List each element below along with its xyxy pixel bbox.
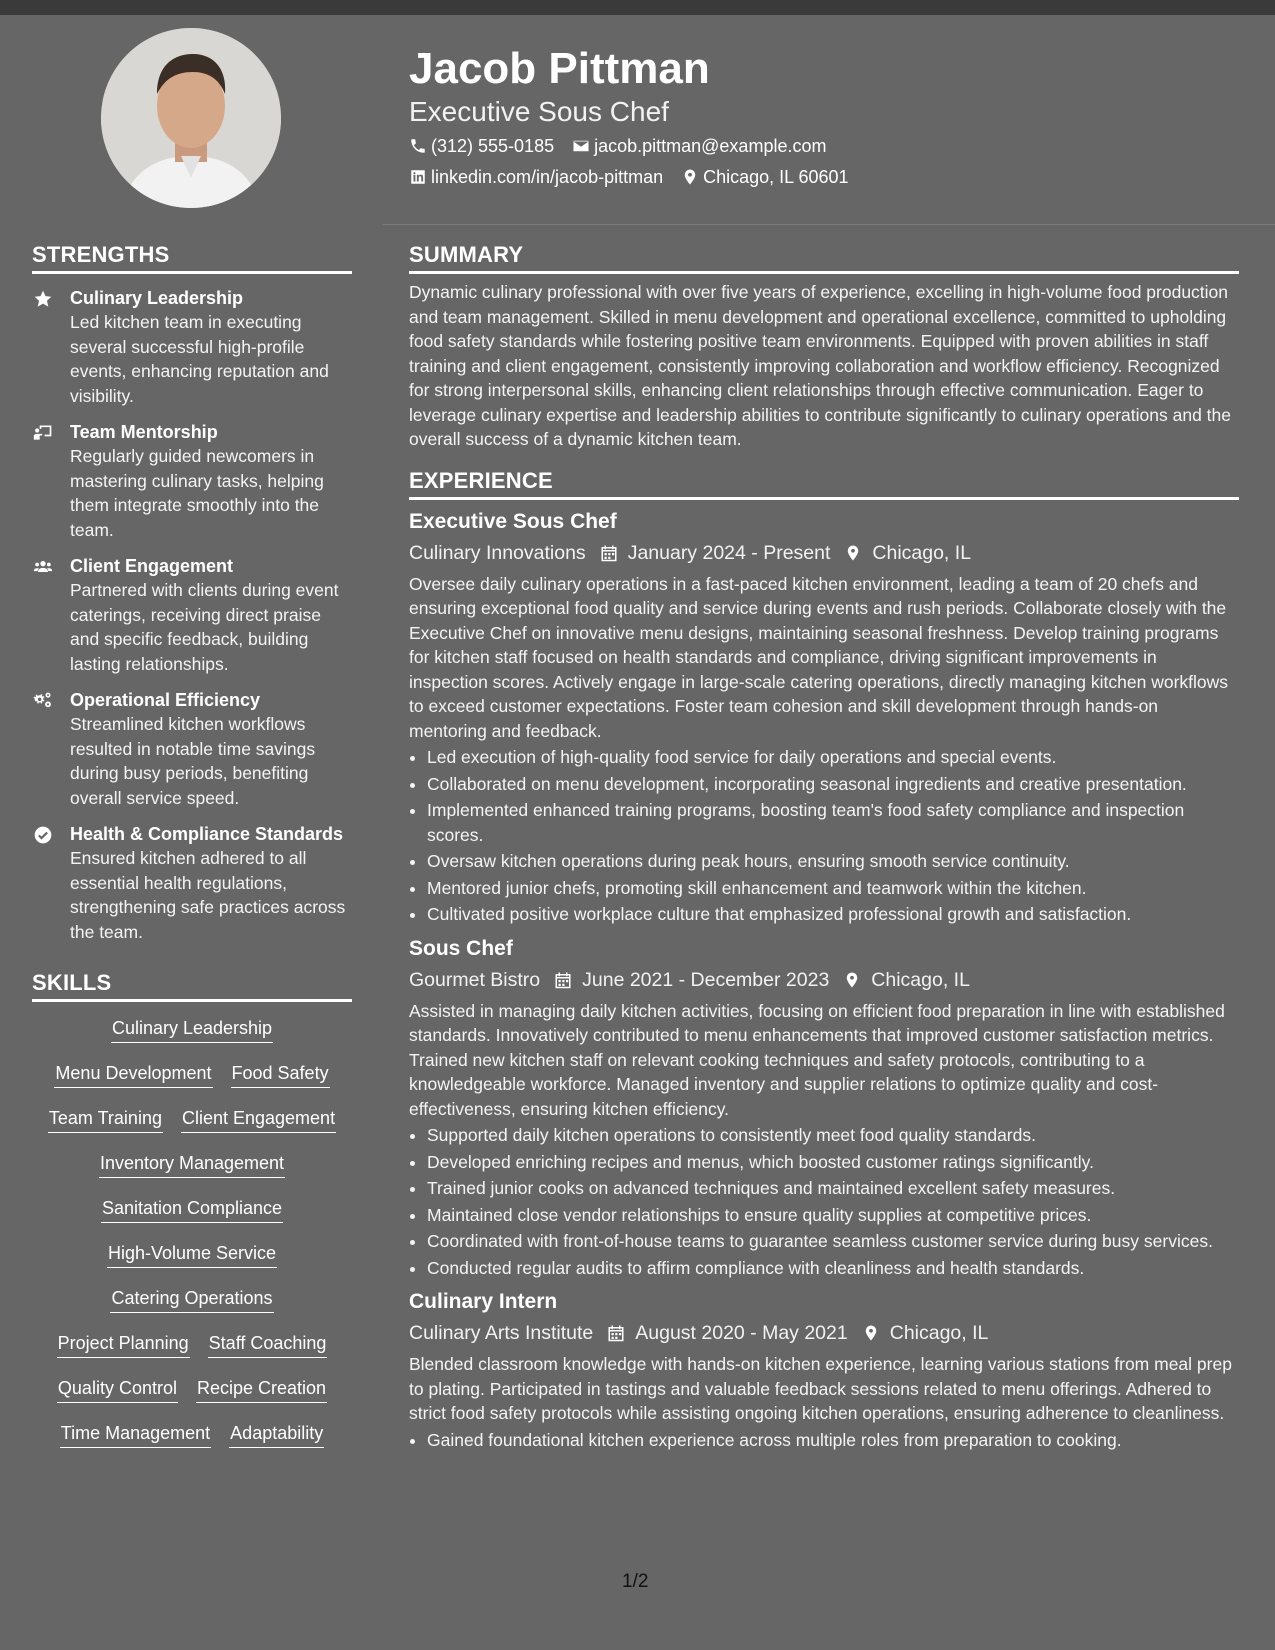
strength-name: Team Mentorship xyxy=(70,422,218,442)
calendar-icon xyxy=(607,1323,625,1343)
job-title: Sous Chef xyxy=(409,936,513,960)
job-title: Executive Sous Chef xyxy=(409,509,617,533)
job-bullet: • Developed enriching recipes and menus, which boosted customer ratings significantly. xyxy=(427,1150,1239,1175)
job-bullet: • Supported daily kitchen operations to consistently meet food quality standards. xyxy=(427,1123,1239,1148)
job-bullet: • Oversaw kitchen operations during peak hours, ensuring smooth service continuity. xyxy=(427,849,1239,874)
calendar-icon xyxy=(554,970,572,990)
job-location: Chicago, IL xyxy=(871,968,970,991)
skills-heading: SKILLS xyxy=(32,970,352,1002)
envelope-icon xyxy=(572,137,590,155)
gears-icon xyxy=(32,691,54,711)
map-pin-icon xyxy=(681,168,699,186)
calendar-icon xyxy=(600,543,618,563)
skill-tag: Recipe Creation xyxy=(196,1376,327,1403)
experience-entry xyxy=(409,1288,1239,1452)
job-bullet: • Gained foundational kitchen experience across multiple roles from preparation to cooking. xyxy=(427,1428,1239,1453)
job-bullets xyxy=(409,1428,1239,1453)
job-description: Assisted in managing daily kitchen activities, focusing on efficient food preparation in line with established standards. Innovatively contributed to menu enhancements that improved customer satisfaction metrics. Trained new kitchen staff on relevant cooking techniques and safety protocols, contributing to a knowledgeable workforce. Managed inventory and supplier relations to optimize quality and cost-effectiveness, ensuring kitchen efficiency. xyxy=(409,1000,1225,1119)
phone-icon xyxy=(409,137,427,155)
job-bullet: • Mentored junior chefs, promoting skill enhancement and teamwork within the kitchen. xyxy=(427,876,1239,901)
linkedin-icon xyxy=(409,168,427,186)
job-meta xyxy=(409,1318,1239,1348)
job-bullet: • Cultivated positive workplace culture that emphasized professional growth and satisfaction. xyxy=(427,902,1239,927)
job-bullet: • Implemented enhanced training programs, boosting team's food safety compliance and inspection scores. xyxy=(427,798,1239,847)
skill-tag: Inventory Management xyxy=(99,1151,285,1178)
strength-description: Streamlined kitchen workflows resulted in notable time savings during busy periods, benefiting overall service speed. xyxy=(70,714,316,808)
contact-linkedin[interactable] xyxy=(409,165,663,189)
job-company: Culinary Arts Institute xyxy=(409,1322,594,1344)
job-meta xyxy=(409,965,1239,995)
location-text: Chicago, IL 60601 xyxy=(703,167,849,187)
skill-tag: Menu Development xyxy=(54,1061,212,1088)
summary-heading: SUMMARY xyxy=(409,242,1239,274)
strength-description: Ensured kitchen adhered to all essential health regulations, strengthening safe practices across the team. xyxy=(70,848,346,942)
skill-tag: Time Management xyxy=(60,1421,211,1448)
map-pin-icon xyxy=(844,543,862,563)
contact-row-2 xyxy=(409,165,849,189)
experience-entry xyxy=(409,508,1239,927)
phone-text: (312) 555-0185 xyxy=(431,136,555,156)
job-meta xyxy=(409,538,1239,568)
strength-item xyxy=(32,420,352,542)
job-company: Culinary Innovations xyxy=(409,541,586,564)
job-dates: August 2020 - May 2021 xyxy=(635,1322,848,1344)
job-dates: January 2024 - Present xyxy=(627,541,831,564)
skill-tag: Project Planning xyxy=(57,1331,190,1358)
strength-description: Partnered with clients during event caterings, receiving direct praise and specific feedback, building lasting relationships. xyxy=(70,580,339,674)
skill-tag: Quality Control xyxy=(57,1376,178,1403)
right-column xyxy=(409,242,1239,1454)
strength-description: Regularly guided newcomers in mastering culinary tasks, helping them integrate smoothly into the team. xyxy=(70,446,324,540)
experience-heading: EXPERIENCE xyxy=(409,468,1239,500)
strength-name: Culinary Leadership xyxy=(70,288,244,308)
job-bullet: • Led execution of high-quality food service for daily operations and special events. xyxy=(427,745,1239,770)
skills-list xyxy=(32,1002,352,1466)
map-pin-icon xyxy=(843,970,861,990)
job-bullet: • Collaborated on menu development, incorporating seasonal ingredients and creative presentation. xyxy=(427,772,1239,797)
job-location: Chicago, IL xyxy=(889,1322,989,1344)
skill-tag: Sanitation Compliance xyxy=(101,1196,283,1223)
skill-tag: Client Engagement xyxy=(181,1106,336,1133)
skill-tag: Catering Operations xyxy=(110,1286,273,1313)
job-description: Blended classroom knowledge with hands-on kitchen experience, learning various stations from meal prep to plating. Participated in tastings and valuable feedback sessions related to menu offerings. Adhered to strict food safety protocols while assisting ongoing kitchen operations, ensuring adherence to cleanliness. xyxy=(409,1354,1232,1423)
job-bullet: • Coordinated with front-of-house teams to guarantee seamless customer service during busy services. xyxy=(427,1229,1239,1254)
strength-description: Led kitchen team in executing several successful high-profile events, enhancing reputation and visibility. xyxy=(70,312,329,406)
profile-photo xyxy=(101,28,281,208)
strengths-heading: STRENGTHS xyxy=(32,242,352,274)
star-icon xyxy=(32,289,54,309)
users-icon xyxy=(32,557,54,577)
skill-tag: Culinary Leadership xyxy=(111,1016,273,1043)
job-location: Chicago, IL xyxy=(872,541,972,564)
job-description: Oversee daily culinary operations in a fast-paced kitchen environment, leading a team of 20 chefs and ensuring exceptional food quality and service during events and rush periods. Collaborate closely with the Executive Chef on innovative menu designs, maintaining seasonal freshness. Develop training programs for kitchen staff focused on health standards and compliance, driving significant improvements in inspection scores. Actively engage in large-scale catering operations, directly managing kitchen workflows to exceed customer expectations. Foster team cohesion and skill development through hands-on mentoring and feedback. xyxy=(409,573,1229,741)
check-circle-icon xyxy=(32,825,54,845)
job-title: Culinary Intern xyxy=(409,1290,558,1313)
job-bullets xyxy=(409,1123,1239,1280)
job-bullet: • Conducted regular audits to affirm compliance with cleanliness and health standards. xyxy=(427,1256,1239,1281)
chalkboard-teacher-icon xyxy=(32,423,54,443)
strength-item xyxy=(32,554,352,676)
strength-name: Client Engagement xyxy=(70,556,234,576)
strength-name: Operational Efficiency xyxy=(70,690,261,710)
skill-tag: Adaptability xyxy=(229,1421,324,1448)
email-text: jacob.pittman@example.com xyxy=(594,136,827,156)
strength-name: Health & Compliance Standards xyxy=(70,824,344,844)
top-bar xyxy=(0,0,1275,15)
strength-item xyxy=(32,286,352,408)
job-bullet: • Maintained close vendor relationships to ensure quality supplies at competitive prices. xyxy=(427,1203,1239,1228)
contact-row-1 xyxy=(409,134,826,158)
job-company: Gourmet Bistro xyxy=(409,968,541,991)
experience-entry xyxy=(409,935,1239,1281)
strength-item xyxy=(32,688,352,810)
summary-text: Dynamic culinary professional with over five years of experience, excelling in high-volume food production and team management. Skilled in menu development and operational excellence, committed to upholding food safety standards while fostering positive team environments. Equipped with proven abilities in staff training and client engagement, consistently improving collaboration and workflow efficiency. Recognized for strong interpersonal skills, enhancing client relationships through effective communication. Eager to leverage culinary expertise and leadership abilities to contribute significantly to culinary operations and the overall success of a dynamic kitchen team. xyxy=(409,282,1232,449)
skill-tag: Staff Coaching xyxy=(208,1331,328,1358)
job-dates: June 2021 - December 2023 xyxy=(582,968,830,991)
skill-tag: Food Safety xyxy=(231,1061,330,1088)
contact-email[interactable] xyxy=(572,134,826,158)
strength-item xyxy=(32,822,352,944)
header-divider xyxy=(383,224,1275,225)
page-indicator: 1/2 xyxy=(622,1571,649,1592)
linkedin-text: linkedin.com/in/jacob-pittman xyxy=(431,167,664,187)
skill-tag: Team Training xyxy=(48,1106,163,1133)
candidate-name: Jacob Pittman xyxy=(409,44,710,93)
contact-phone[interactable] xyxy=(409,134,554,158)
left-column xyxy=(32,242,352,1466)
candidate-title: Executive Sous Chef xyxy=(409,96,669,127)
job-bullet: • Trained junior cooks on advanced techniques and maintained excellent safety measures. xyxy=(427,1176,1239,1201)
contact-location xyxy=(681,165,848,189)
job-bullets xyxy=(409,745,1239,927)
skill-tag: High-Volume Service xyxy=(107,1241,277,1268)
map-pin-icon xyxy=(862,1323,880,1343)
